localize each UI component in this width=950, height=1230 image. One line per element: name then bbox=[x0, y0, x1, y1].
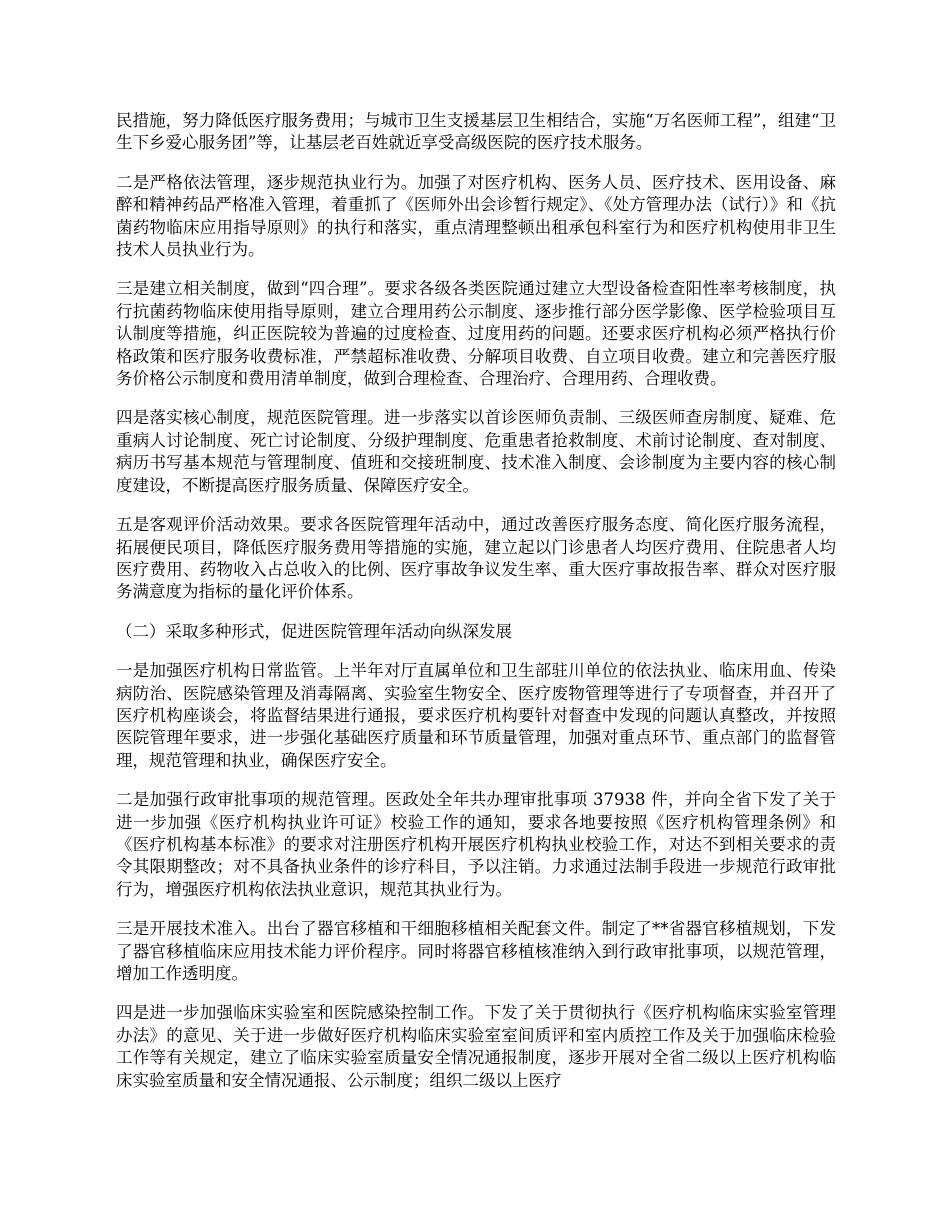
paragraph-daily-supervision: 一是加强医疗机构日常监管。上半年对厅直属单位和卫生部驻川单位的依法执业、临床用血、传染病防治、医院感染管理及消毒隔离、实验室生物安全、医疗废物管理等进行了专项督查，并召开了医疗机构座谈会，将监督结果进行通报，要求医疗机构要针对督查中发现的问题认真整改，并按照医院管理年要求，进一步强化基础医疗质量和环节质量管理，加强对重点环节、重点部门的监督管理，规范管理和执业，确保医疗安全。 bbox=[116, 661, 836, 770]
paragraph-strict-legal-management: 二是严格依法管理，逐步规范执业行为。加强了对医疗机构、医务人员、医疗技术、医用设备、麻醉和精神药品严格准入管理，着重抓了《医师外出会诊暂行规定》、《处方管理办法（试行）》和《抗菌药物临床应用指导原则》的执行和落实，重点清理整顿出租承包科室行为和医疗机构使用非卫生技术人员执业行为。 bbox=[116, 172, 836, 260]
paragraph-evaluation: 五是客观评价活动效果。要求各医院管理年活动中，通过改善医疗服务态度、简化医疗服务流程，拓展便民项目，降低医疗服务费用等措施的实施，建立起以门诊患者人均医疗费用、住院患者人均医疗费用、药物收入占总收入的比例、医疗事故争议发生率、重大医疗事故报告率、群众对医疗服务满意度为指标的量化评价体系。 bbox=[116, 515, 836, 602]
paragraph-clinical-laboratory: 四是进一步加强临床实验室和医院感染控制工作。下发了关于贯彻执行《医疗机构临床实验室管理办法》的意见、关于进一步做好医疗机构临床实验室室间质评和室内质控工作及关于加强临床检验工作等有关规定，建立了临床实验室质量安全情况通报制度，逐步开展对全省二级以上医疗机构临床实验室质量和安全情况通报、公示制度；组织二级以上医疗 bbox=[116, 1003, 836, 1090]
section-heading-2: （二）采取多种形式，促进医院管理年活动向纵深发展 bbox=[116, 621, 512, 641]
paragraph-administrative-approval: 二是加强行政审批事项的规范管理。医政处全年共办理审批事项 37938 件，并向全省下发了关于进一步加强《医疗机构执业许可证》校验工作的通知，要求各地要按照《医疗机构管理条例》和《医疗机构基本标准》的要求对注册医疗机构开展医疗机构执业校验工作，对达不到相关要求的责令其限期整改；对不具备执业条件的诊疗科目，予以注销。力求通过法制手段进一步规范行政审批行为，增强医疗机构依法执业意识，规范其执业行为。 bbox=[116, 790, 836, 899]
paragraph-core-systems: 四是落实核心制度，规范医院管理。进一步落实以首诊医师负责制、三级医师查房制度、疑难、危重病人讨论制度、死亡讨论制度、分级护理制度、危重患者抢救制度、术前讨论制度、查对制度、病历书写基本规范与管理制度、值班和交接班制度、技术准入制度、会诊制度为主要内容的核心制度建设，不断提高医疗服务质量、保障医疗安全。 bbox=[116, 408, 836, 495]
paragraph-continued-measures: 民措施，努力降低医疗服务费用；与城市卫生支援基层卫生相结合，实施“万名医师工程”，组建“卫生下乡爱心服务团”等，让基层老百姓就近享受高级医院的医疗技术服务。 bbox=[116, 111, 836, 153]
document-body bbox=[116, 110, 836, 1109]
paragraph-four-reasonable: 三是建立相关制度，做到“四合理”。要求各级各类医院通过建立大型设备检查阳性率考核制度，执行抗菌药物临床使用指导原则，建立合理用药公示制度、逐步推行部分医学影像、医学检验项目互认制度等措施，纠正医院较为普遍的过度检查、过度用药的问题。还要求医疗机构必须严格执行价格政策和医疗服务收费标准，严禁超标准收费、分解项目收费、自立项目收费。建立和完善医疗服务价格公示制度和费用清单制度，做到合理检查、合理治疗、合理用药、合理收费。 bbox=[116, 279, 836, 389]
paragraph-technical-access: 三是开展技术准入。出台了器官移植和干细胞移植相关配套文件。制定了**省器官移植规划，下发了器官移植临床应用技术能力评价程序。同时将器官移植核准纳入到行政审批事项，以规范管理，增加工作透明度。 bbox=[116, 919, 836, 983]
